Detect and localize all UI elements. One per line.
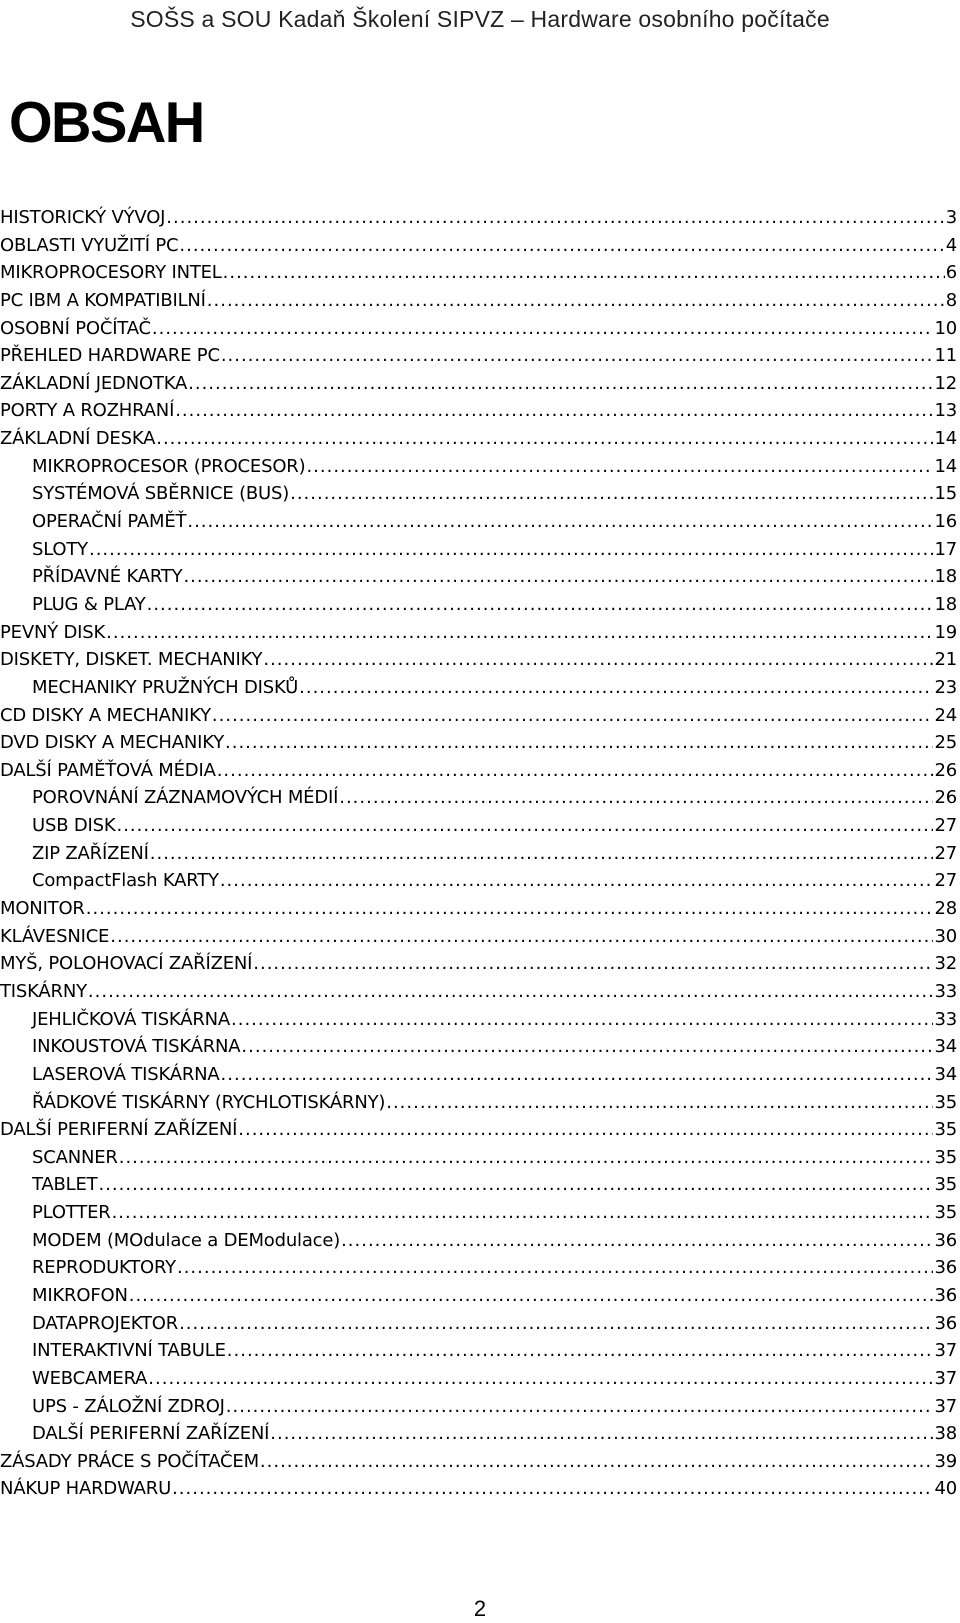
toc-entry-label: KLÁVESNICE — [0, 925, 110, 947]
toc-entry-page: 23 — [934, 676, 957, 698]
toc-entry[interactable] — [0, 1310, 957, 1338]
toc-entry-label: NÁKUP HARDWARU — [0, 1478, 172, 1500]
toc-entry-label: POROVNÁNÍ ZÁZNAMOVÝCH MÉDIÍ — [32, 787, 339, 809]
toc-entry[interactable] — [0, 1171, 957, 1199]
toc-entry[interactable] — [0, 674, 957, 702]
toc-entry-page: 14 — [934, 428, 957, 450]
toc-dot-leader — [241, 1033, 933, 1061]
toc-entry[interactable] — [0, 397, 957, 425]
toc-entry[interactable] — [0, 1393, 957, 1421]
toc-entry-label: PLOTTER — [32, 1202, 111, 1224]
toc-dot-leader — [386, 1089, 933, 1117]
toc-entry-page: 25 — [934, 732, 957, 754]
toc-entry[interactable] — [0, 370, 957, 398]
toc-entry-page: 36 — [934, 1257, 957, 1279]
toc-entry-page: 33 — [934, 1008, 957, 1030]
toc-dot-leader — [156, 425, 933, 453]
toc-dot-leader — [221, 342, 934, 370]
toc-entry-label: TISKÁRNY — [0, 980, 87, 1002]
toc-entry[interactable] — [0, 1282, 957, 1310]
toc-entry-label: DALŠÍ PAMĚŤOVÁ MÉDIA — [0, 759, 216, 781]
toc-entry[interactable] — [0, 1061, 957, 1089]
toc-entry[interactable] — [0, 867, 957, 895]
toc-entry-label: USB DISK — [32, 815, 116, 837]
toc-entry-label: ŘÁDKOVÉ TISKÁRNY (RYCHLOTISKÁRNY) — [32, 1091, 386, 1113]
toc-entry[interactable] — [0, 702, 957, 730]
toc-entry-label: INTERAKTIVNÍ TABULE — [32, 1340, 226, 1362]
toc-entry-label: MIKROPROCESORY INTEL — [0, 262, 222, 284]
toc-entry-label: PEVNÝ DISK — [0, 621, 106, 643]
page-number: 2 — [473, 1596, 487, 1621]
toc-entry-page: 38 — [934, 1423, 957, 1445]
toc-entry[interactable] — [0, 1365, 957, 1393]
toc-dot-leader — [86, 895, 934, 923]
toc-dot-leader — [226, 1393, 934, 1421]
toc-dot-leader — [183, 563, 933, 591]
toc-entry-label: ZÁKLADNÍ JEDNOTKA — [0, 372, 188, 394]
toc-entry[interactable] — [0, 508, 957, 536]
toc-entry[interactable] — [0, 729, 957, 757]
toc-entry-label: DATAPROJEKTOR — [32, 1312, 179, 1334]
toc-entry[interactable] — [0, 784, 957, 812]
toc-entry-page: 27 — [934, 842, 957, 864]
toc-entry[interactable] — [0, 812, 957, 840]
toc-dot-leader — [306, 453, 933, 481]
toc-entry[interactable] — [0, 1227, 957, 1255]
toc-dot-leader — [339, 784, 933, 812]
toc-dot-leader — [227, 1337, 934, 1365]
toc-entry-page: 32 — [934, 953, 957, 975]
toc-entry[interactable] — [0, 1199, 957, 1227]
toc-dot-leader — [223, 259, 945, 287]
toc-entry-page: 34 — [934, 1036, 957, 1058]
toc-entry-page: 8 — [945, 289, 957, 311]
toc-entry[interactable] — [0, 1116, 957, 1144]
toc-dot-leader — [116, 812, 933, 840]
toc-dot-leader — [299, 674, 933, 702]
toc-dot-leader — [152, 315, 934, 343]
toc-entry-page: 6 — [945, 262, 957, 284]
toc-entry-page: 39 — [934, 1450, 957, 1472]
toc-entry[interactable] — [0, 646, 957, 674]
toc-entry-label: MIKROFON — [32, 1284, 128, 1306]
toc-dot-leader — [112, 1199, 934, 1227]
toc-entry-label: SLOTY — [32, 538, 88, 560]
toc-entry-label: PC IBM A KOMPATIBILNÍ — [0, 289, 206, 311]
toc-entry-page: 28 — [934, 898, 957, 920]
toc-entry-page: 36 — [934, 1312, 957, 1334]
toc-dot-leader — [179, 232, 944, 260]
toc-entry-label: PORTY A ROZHRANÍ — [0, 400, 175, 422]
toc-entry-page: 11 — [934, 345, 957, 367]
toc-entry-page: 24 — [934, 704, 957, 726]
toc-dot-leader — [220, 867, 934, 895]
toc-entry[interactable] — [0, 1475, 957, 1503]
toc-entry-label: JEHLIČKOVÁ TISKÁRNA — [32, 1008, 231, 1030]
toc-entry[interactable] — [0, 1006, 957, 1034]
toc-entry[interactable] — [0, 453, 957, 481]
toc-entry[interactable] — [0, 591, 957, 619]
toc-entry[interactable] — [0, 1144, 957, 1172]
toc-entry-page: 4 — [945, 234, 957, 256]
toc-entry-page: 18 — [934, 593, 957, 615]
toc-entry-page: 3 — [945, 207, 957, 228]
toc-entry-label: MYŠ, POLOHOVACÍ ZAŘÍZENÍ — [0, 953, 253, 975]
toc-entry-label: DVD DISKY A MECHANIKY — [0, 732, 224, 754]
toc-entry-page: 15 — [934, 483, 957, 505]
toc-dot-leader — [172, 1475, 933, 1503]
toc-dot-leader — [225, 729, 933, 757]
toc-dot-leader — [221, 1061, 934, 1089]
toc-entry-page: 34 — [934, 1063, 957, 1085]
toc-entry-page: 18 — [934, 566, 957, 588]
toc-entry[interactable] — [0, 757, 957, 785]
toc-entry[interactable] — [0, 425, 957, 453]
toc-entry-page: 37 — [934, 1367, 957, 1389]
toc-dot-leader — [98, 1171, 933, 1199]
toc-entry[interactable] — [0, 315, 957, 343]
toc-dot-leader — [110, 923, 933, 951]
toc-entry-page: 13 — [934, 400, 957, 422]
toc-entry-label: OBLASTI VYUŽITÍ PC — [0, 234, 179, 256]
toc-entry-label: MONITOR — [0, 898, 85, 920]
toc-entry-page: 37 — [934, 1340, 957, 1362]
toc-entry-page: 27 — [934, 870, 957, 892]
toc-entry-page: 19 — [934, 621, 957, 643]
toc-entry[interactable] — [0, 1337, 957, 1365]
toc-entry[interactable] — [0, 619, 957, 647]
toc-entry[interactable] — [0, 480, 957, 508]
toc-dot-leader — [231, 1006, 933, 1034]
running-header: SOŠS a SOU Kadaň Školení SIPVZ – Hardware osobního počítače — [130, 6, 830, 32]
toc-entry-page: 35 — [934, 1119, 957, 1141]
toc-entry[interactable] — [0, 342, 957, 370]
toc-entry-label: ZÁKLADNÍ DESKA — [0, 428, 156, 450]
toc-entry-page: 35 — [934, 1091, 957, 1113]
toc-dot-leader — [212, 702, 934, 730]
toc-entry-page: 35 — [934, 1202, 957, 1224]
toc-entry-label: DALŠÍ PERIFERNÍ ZAŘÍZENÍ — [0, 1119, 238, 1141]
toc-dot-leader — [187, 508, 933, 536]
toc-entry-label: CD DISKY A MECHANIKY — [0, 704, 211, 726]
toc-entry[interactable] — [0, 895, 957, 923]
toc-entry-page: 27 — [934, 815, 957, 837]
toc-entry[interactable] — [0, 232, 957, 260]
toc-entry[interactable] — [0, 204, 957, 232]
toc-entry-page: 10 — [934, 317, 957, 339]
toc-entry-label: ZIP ZAŘÍZENÍ — [32, 842, 149, 864]
toc-dot-leader — [217, 757, 934, 785]
toc-entry[interactable] — [0, 259, 957, 287]
toc-dot-leader — [148, 1365, 933, 1393]
toc-entry[interactable] — [0, 978, 957, 1006]
toc-entry-label: OSOBNÍ POČÍTAČ — [0, 317, 151, 339]
toc-entry-page: 35 — [934, 1146, 957, 1168]
toc-dot-leader — [270, 1420, 933, 1448]
toc-dot-leader — [260, 1448, 934, 1476]
toc-dot-leader — [177, 1254, 934, 1282]
toc-entry-page: 12 — [934, 372, 957, 394]
toc-entry-label: REPRODUKTORY — [32, 1257, 176, 1279]
toc-entry[interactable] — [0, 1254, 957, 1282]
toc-dot-leader — [207, 287, 945, 315]
toc-entry-label: CompactFlash KARTY — [32, 870, 219, 892]
toc-entry-page: 26 — [934, 787, 957, 809]
toc-dot-leader — [119, 1144, 934, 1172]
toc-entry-label: DISKETY, DISKET. MECHANIKY — [0, 649, 263, 671]
toc-entry[interactable] — [0, 1033, 957, 1061]
toc-entry-page: 14 — [934, 455, 957, 477]
toc-entry-label: PŘÍDAVNÉ KARTY — [32, 566, 183, 588]
toc-dot-leader — [147, 591, 934, 619]
toc-entry-label: MIKROPROCESOR (PROCESOR) — [32, 455, 306, 477]
toc-entry-page: 30 — [934, 925, 957, 947]
toc-entry-label: SYSTÉMOVÁ SBĚRNICE (BUS) — [32, 483, 290, 505]
toc-entry[interactable] — [0, 1448, 957, 1476]
toc-dot-leader — [341, 1227, 933, 1255]
toc-dot-leader — [89, 536, 934, 564]
toc-dot-leader — [179, 1310, 933, 1338]
toc-entry-page: 35 — [934, 1174, 957, 1196]
toc-dot-leader — [175, 397, 933, 425]
toc-entry[interactable] — [0, 923, 957, 951]
toc-entry-label: PLUG & PLAY — [32, 593, 146, 615]
toc-entry-page: 40 — [934, 1478, 957, 1500]
toc-entry-label: MODEM (MOdulace a DEModulace) — [32, 1229, 341, 1251]
toc-entry-label: HISTORICKÝ VÝVOJ — [0, 207, 166, 228]
toc-entry-page: 36 — [934, 1229, 957, 1251]
toc-entry[interactable] — [0, 1089, 957, 1117]
toc-entry-page: 37 — [934, 1395, 957, 1417]
toc-dot-leader — [166, 204, 944, 232]
toc-entry-page: 17 — [934, 538, 957, 560]
toc-entry-page: 36 — [934, 1284, 957, 1306]
table-of-contents — [0, 204, 957, 1503]
toc-entry-label: TABLET — [32, 1174, 98, 1196]
toc-entry-label: PŘEHLED HARDWARE PC — [0, 345, 220, 367]
toc-entry-label: WEBCAMERA — [32, 1367, 148, 1389]
toc-entry-label: ZÁSADY PRÁCE S POČÍTAČEM — [0, 1450, 259, 1472]
toc-dot-leader — [290, 480, 933, 508]
toc-entry[interactable] — [0, 563, 957, 591]
toc-dot-leader — [253, 950, 933, 978]
toc-dot-leader — [263, 646, 933, 674]
toc-entry-label: INKOUSTOVÁ TISKÁRNA — [32, 1036, 241, 1058]
toc-entry[interactable] — [0, 536, 957, 564]
toc-entry[interactable] — [0, 287, 957, 315]
toc-entry-label: OPERAČNÍ PAMĚŤ — [32, 511, 187, 533]
toc-dot-leader — [88, 978, 934, 1006]
toc-entry-label: SCANNER — [32, 1146, 118, 1168]
toc-dot-leader — [188, 370, 933, 398]
toc-dot-leader — [106, 619, 933, 647]
toc-entry-page: 21 — [934, 649, 957, 671]
toc-entry-label: LASEROVÁ TISKÁRNA — [32, 1063, 220, 1085]
toc-dot-leader — [150, 840, 934, 868]
toc-entry-label: MECHANIKY PRUŽNÝCH DISKŮ — [32, 676, 299, 698]
toc-entry-label: DALŠÍ PERIFERNÍ ZAŘÍZENÍ — [32, 1423, 270, 1445]
toc-entry-page: 33 — [934, 980, 957, 1002]
toc-entry-page: 16 — [934, 511, 957, 533]
toc-entry[interactable] — [0, 950, 957, 978]
toc-entry[interactable] — [0, 840, 957, 868]
toc-entry-page: 26 — [934, 759, 957, 781]
toc-entry-label: UPS - ZÁLOŽNÍ ZDROJ — [32, 1395, 225, 1417]
page-title: OBSAH — [9, 89, 204, 155]
toc-dot-leader — [129, 1282, 934, 1310]
toc-entry[interactable] — [0, 1420, 957, 1448]
toc-dot-leader — [238, 1116, 933, 1144]
